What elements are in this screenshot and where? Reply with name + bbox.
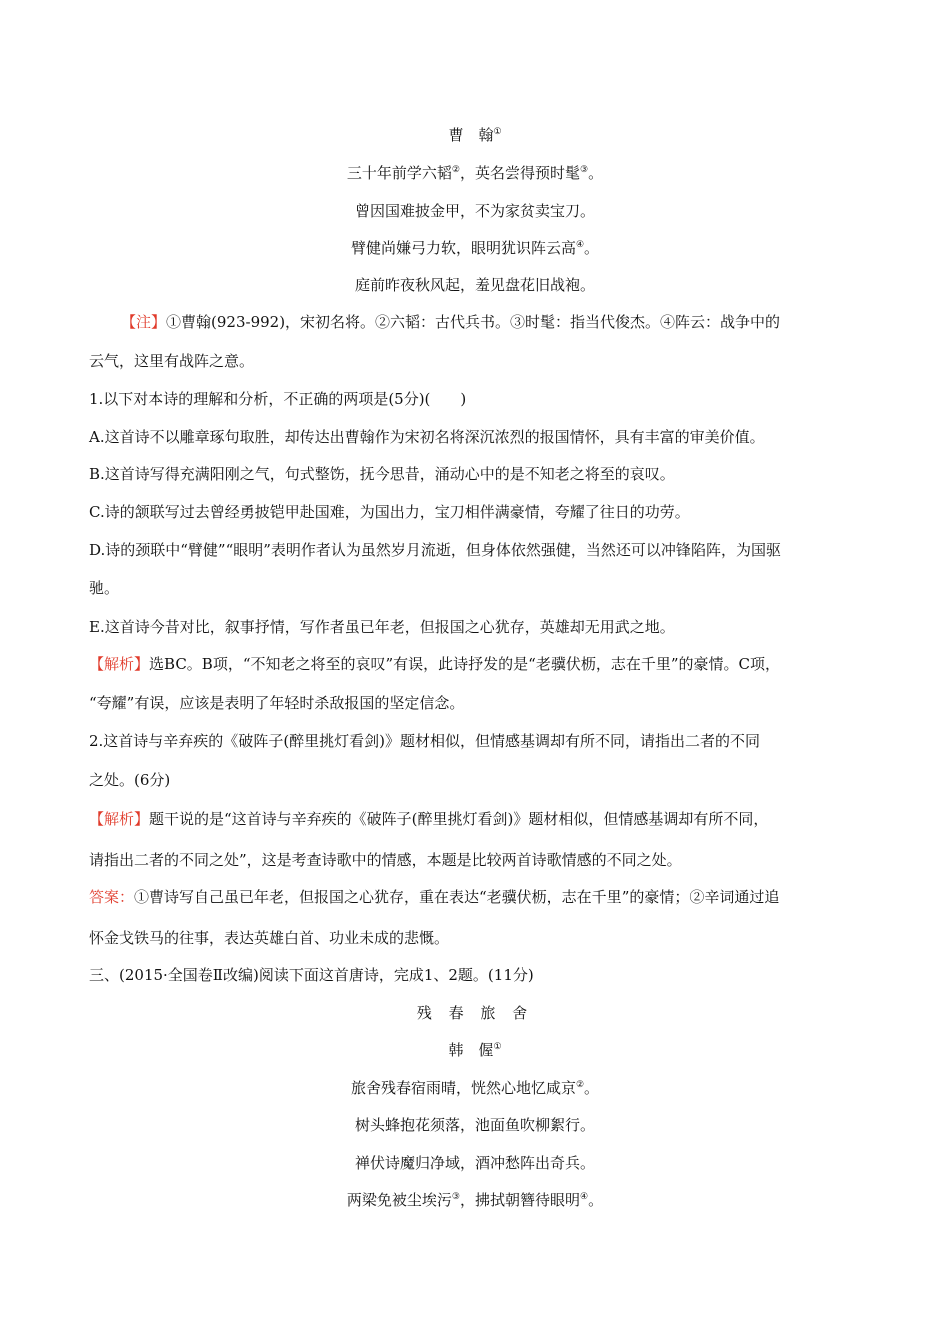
poem1-line: 臂健尚嫌弓力软，眼明犹识阵云高④。: [350, 239, 600, 257]
question2-answer-cont: 怀金戈铁马的往事，表达英雄白首、功业未成的悲慨。: [89, 929, 450, 947]
section3-heading: 三、(2015·全国卷Ⅱ改编)阅读下面这首唐诗，完成1、2题。(11分): [89, 966, 534, 984]
question1-option-e: E.这首诗今昔对比，叙事抒情，写作者虽已年老，但报国之心犹存，英雄却无用武之地。: [89, 618, 675, 636]
analysis-tag: 【解析】: [89, 655, 150, 673]
question1-option-d-cont: 驰。: [89, 579, 120, 597]
question2-analysis: 【解析】题干说的是“这首诗与辛弃疾的《破阵子(醉里挑灯看剑)》题材相似，但情感基调却有所不同，: [89, 810, 769, 828]
poem2-author: 韩 偓①: [448, 1041, 502, 1059]
question1-option-b: B.这首诗写得充满阳刚之气，句式整饬，抚今思昔，涌动心中的是不知老之将至的哀叹。: [89, 465, 675, 483]
question1-analysis: 【解析】选BC。B项，“不知老之将至的哀叹”有误，此诗抒发的是“老骥伏枥，志在千里”的豪情。C项，: [89, 655, 780, 673]
poem1-line: 曾因国难披金甲，不为家贫卖宝刀。: [354, 202, 595, 220]
question1-analysis-cont: “夸耀”有误，应该是表明了年轻时杀敌报国的坚定信念。: [89, 694, 465, 712]
analysis-tag: 【解析】: [89, 810, 150, 828]
answer-tag: 答案：: [89, 888, 135, 906]
note-tag: 【注】: [121, 313, 167, 331]
footnote-marker: ①: [493, 127, 502, 137]
poem1-line: 庭前昨夜秋风起，羞见盘花旧战袍。: [354, 276, 595, 294]
poem2-line: 树头蜂抱花须落，池面鱼吹柳絮行。: [354, 1116, 595, 1134]
poem2-line: 旅舍残春宿雨晴，恍然心地忆咸京②。: [350, 1079, 600, 1097]
poem1-author: 曹 翰①: [448, 126, 502, 144]
poem1-note-cont: 云气，这里有战阵之意。: [89, 352, 255, 370]
question2-stem-cont: 之处。(6分): [89, 771, 171, 789]
poem1-line: 三十年前学六韬②，英名尝得预时髦③。: [346, 164, 604, 182]
question1-stem: 1.以下对本诗的理解和分析，不正确的两项是(5分)( ): [89, 390, 467, 408]
question2-answer: 答案：①曹诗写自己虽已年老，但报国之心犹存，重在表达“老骥伏枥，志在千里”的豪情；②辛词通过追: [89, 888, 780, 906]
poem1-note: 【注】①曹翰(923-992)，宋初名将。②六韬：古代兵书。③时髦：指当代俊杰。④阵云：战争中的: [121, 313, 781, 331]
question2-stem: 2.这首诗与辛弃疾的《破阵子(醉里挑灯看剑)》题材相似，但情感基调却有所不同，请指出二者的不同: [89, 732, 761, 750]
poem2-line: 禅伏诗魔归净域，酒冲愁阵出奇兵。: [354, 1154, 595, 1172]
question1-option-c: C.诗的颔联写过去曾经勇披铠甲赴国难，为国出力，宝刀相伴满豪情，夸耀了往日的功劳。: [89, 503, 690, 521]
question2-analysis-cont: 请指出二者的不同之处”，这是考查诗歌中的情感，本题是比较两首诗歌情感的不同之处。: [89, 851, 682, 869]
footnote-marker: ①: [493, 1042, 502, 1052]
poem2-line: 两梁免被尘埃污③，拂拭朝簪待眼明④。: [346, 1191, 604, 1209]
question1-option-a: A.这首诗不以雕章琢句取胜，却传达出曹翰作为宋初名将深沉浓烈的报国情怀，具有丰富的审美价值。: [89, 428, 765, 446]
poem2-title: 残 春 旅 舍: [416, 1004, 534, 1022]
question1-option-d: D.诗的颈联中“臂健”“眼明”表明作者认为虽然岁月流逝，但身体依然强健，当然还可以冲锋陷阵，为国驱: [89, 541, 781, 559]
